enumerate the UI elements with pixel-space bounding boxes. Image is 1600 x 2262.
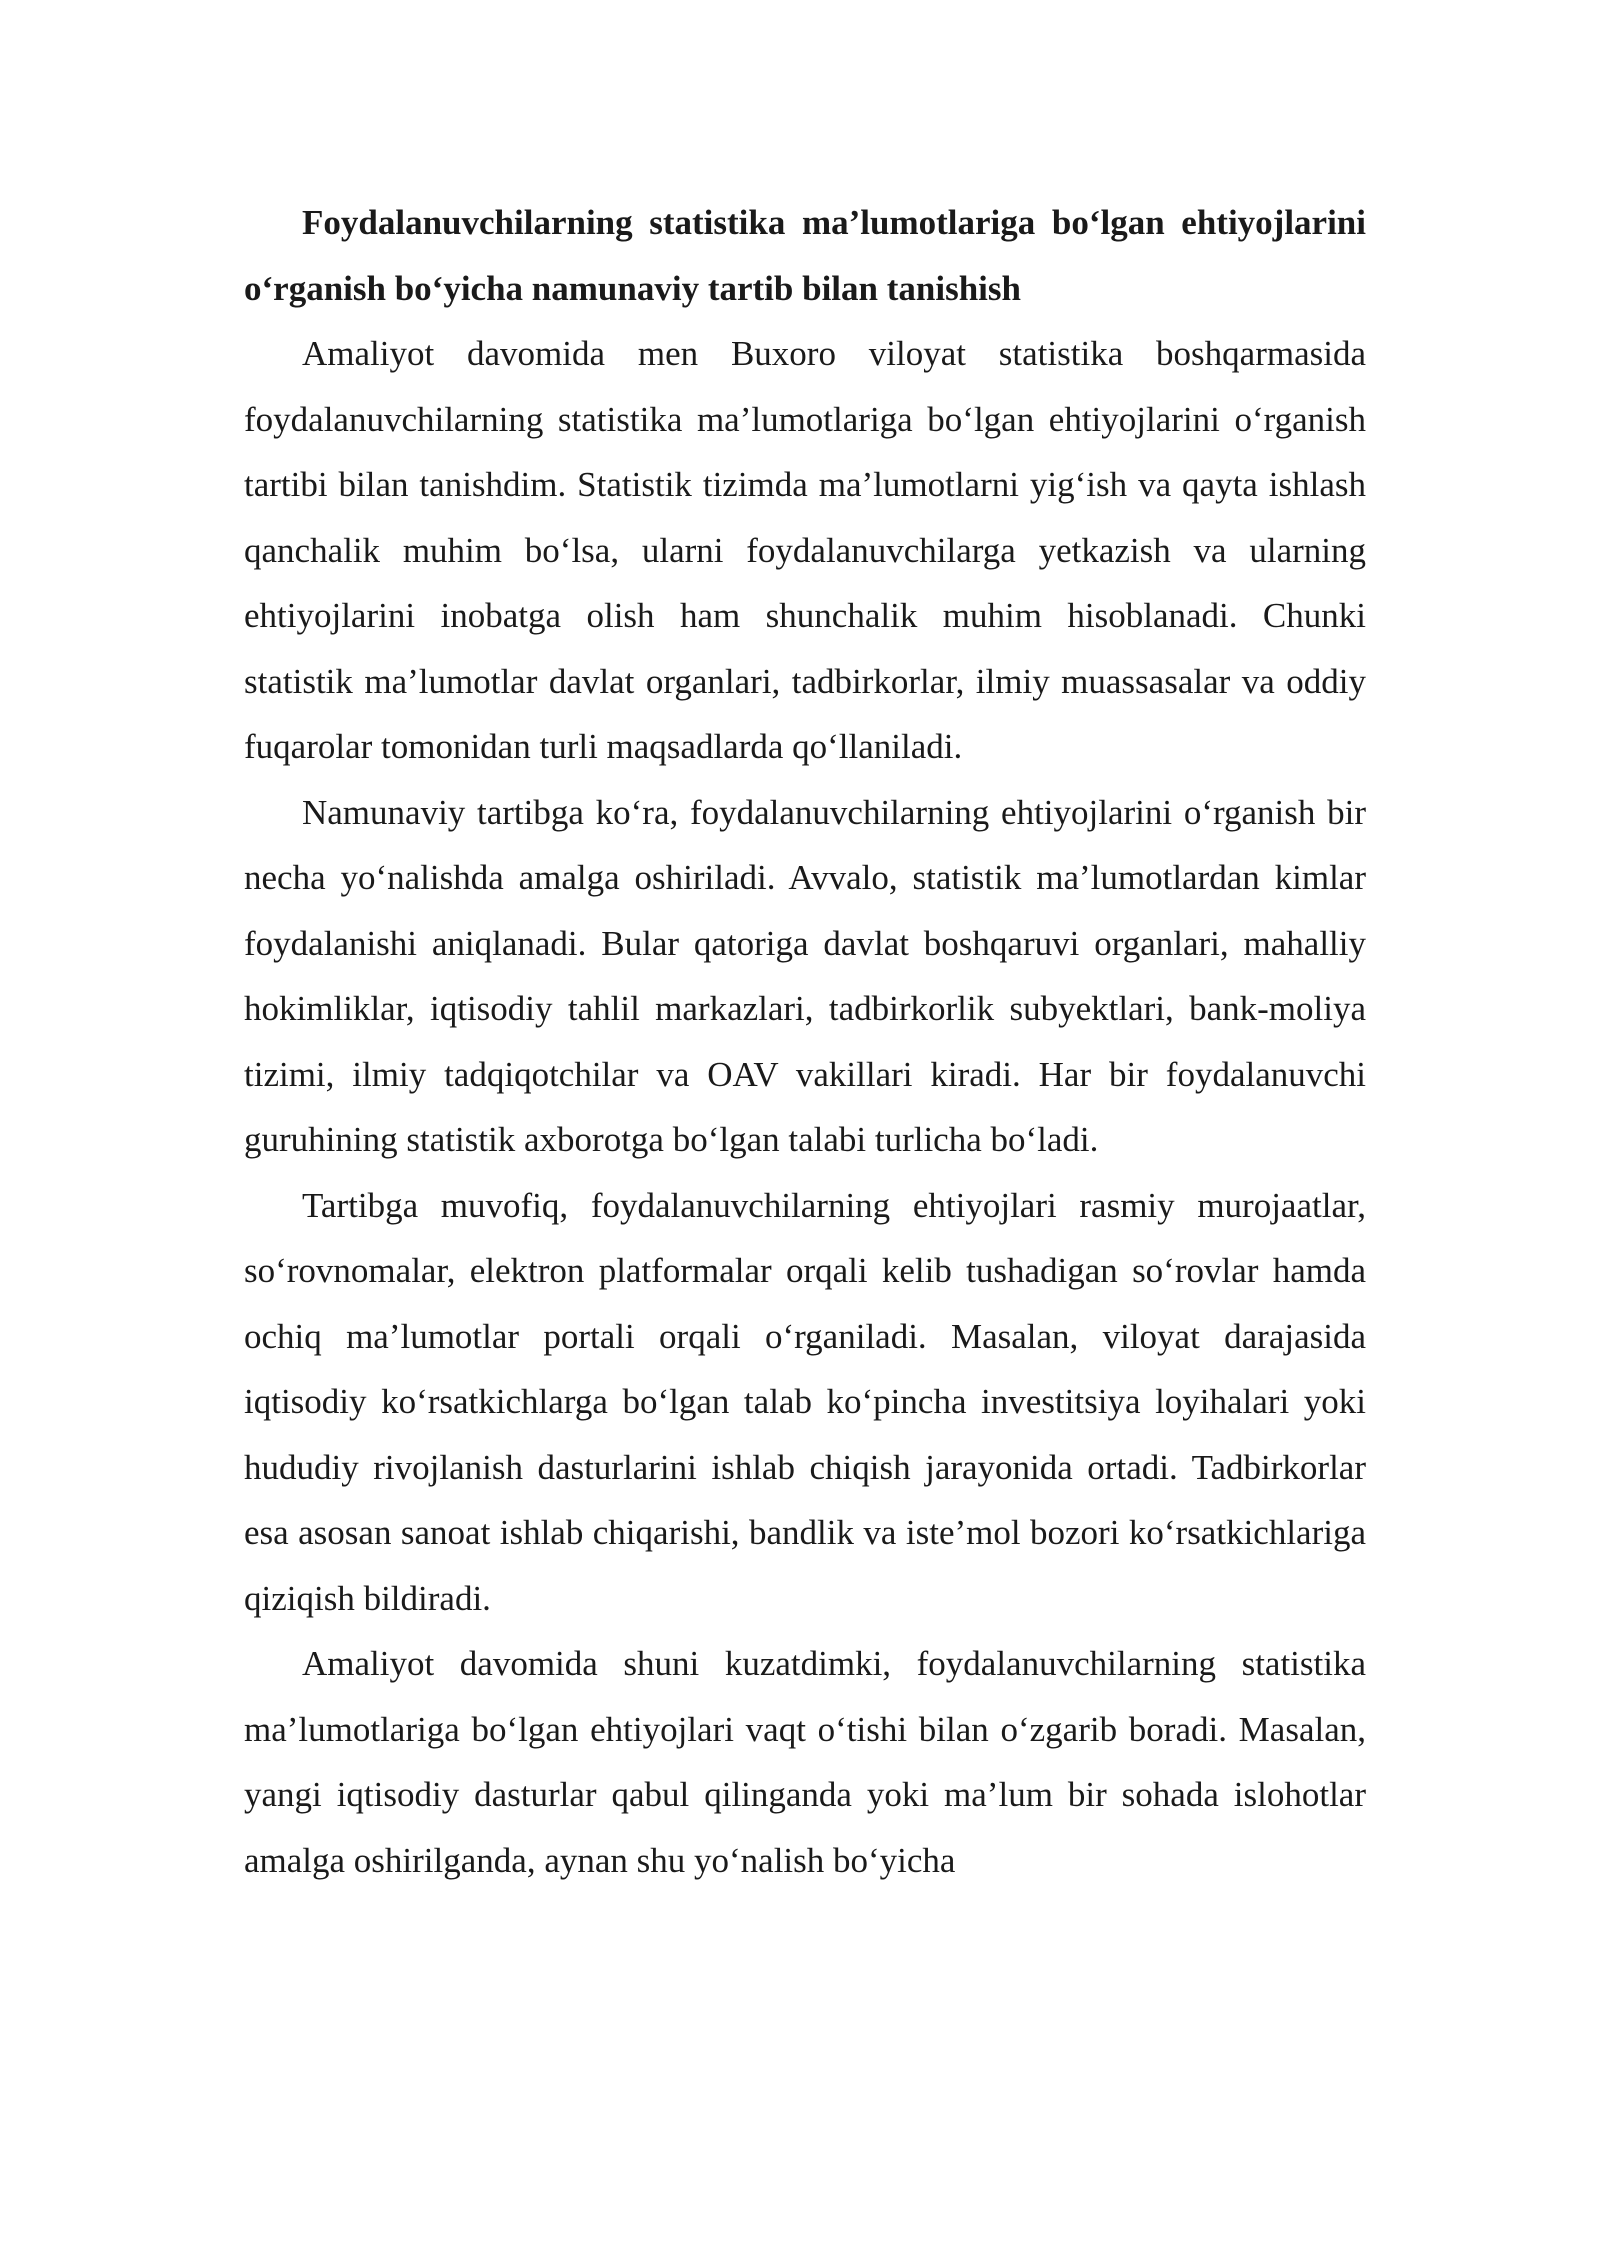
document-title: Foydalanuvchilarning statistika ma’lumotlariga bo‘lgan ehtiyojlarini o‘rganish bo‘yicha namunaviy tartib bilan tanishish bbox=[244, 203, 1366, 308]
paragraph-1: Amaliyot davomida men Buxoro viloyat statistika boshqarmasida foydalanuvchilarning statistika ma’lumotlariga bo‘lgan ehtiyojlarini o‘rganish tartibi bilan tanishdim. Statistik tizimda ma’lumotlarni yig‘ish va qayta ishlash qanchalik muhim bo‘lsa, ularni foydalanuvchilarga yetkazish va ularning ehtiyojlarini inobatga olish ham shunchalik muhim hisoblanadi. Chunki statistik ma’lumotlar davlat organlari, tadbirkorlar, ilmiy muassasalar va oddiy fuqarolar tomonidan turli maqsadlarda qo‘llaniladi. bbox=[244, 334, 1366, 766]
paragraph-3: Tartibga muvofiq, foydalanuvchilarning ehtiyojlari rasmiy murojaatlar, so‘rovnomalar, elektron platformalar orqali kelib tushadigan so‘rovlar hamda ochiq ma’lumotlar portali orqali o‘rganiladi. Masalan, viloyat darajasida iqtisodiy ko‘rsatkichlarga bo‘lgan talab ko‘pincha investitsiya loyihalari yoki hududiy rivojlanish dasturlarini ishlab chiqish jarayonida ortadi. Tadbirkorlar esa asosan sanoat ishlab chiqarishi, bandlik va iste’mol bozori ko‘rsatkichlariga qiziqish bildiradi. bbox=[244, 1185, 1366, 1618]
paragraph-2: Namunaviy tartibga ko‘ra, foydalanuvchilarning ehtiyojlarini o‘rganish bir necha yo‘nalishda amalga oshiriladi. Avvalo, statistik ma’lumotlardan kimlar foydalanishi aniqlanadi. Bular qatoriga davlat boshqaruvi organlari, mahalliy hokimliklar, iqtisodiy tahlil markazlari, tadbirkorlik subyektlari, bank-moliya tizimi, ilmiy tadqiqotchilar va OAV vakillari kiradi. Har bir foydalanuvchi guruhining statistik axborotga bo‘lgan talabi turlicha bo‘ladi. bbox=[244, 792, 1366, 1159]
paragraph-4: Amaliyot davomida shuni kuzatdimki, foydalanuvchilarning statistika ma’lumotlariga bo‘lgan ehtiyojlari vaqt o‘tishi bilan o‘zgarib boradi. Masalan, yangi iqtisodiy dasturlar qabul qilinganda yoki ma’lum bir sohada islohotlar amalga oshirilganda, aynan shu yo‘nalish bo‘yicha bbox=[244, 1644, 1366, 1880]
document-page bbox=[244, 190, 1366, 1893]
